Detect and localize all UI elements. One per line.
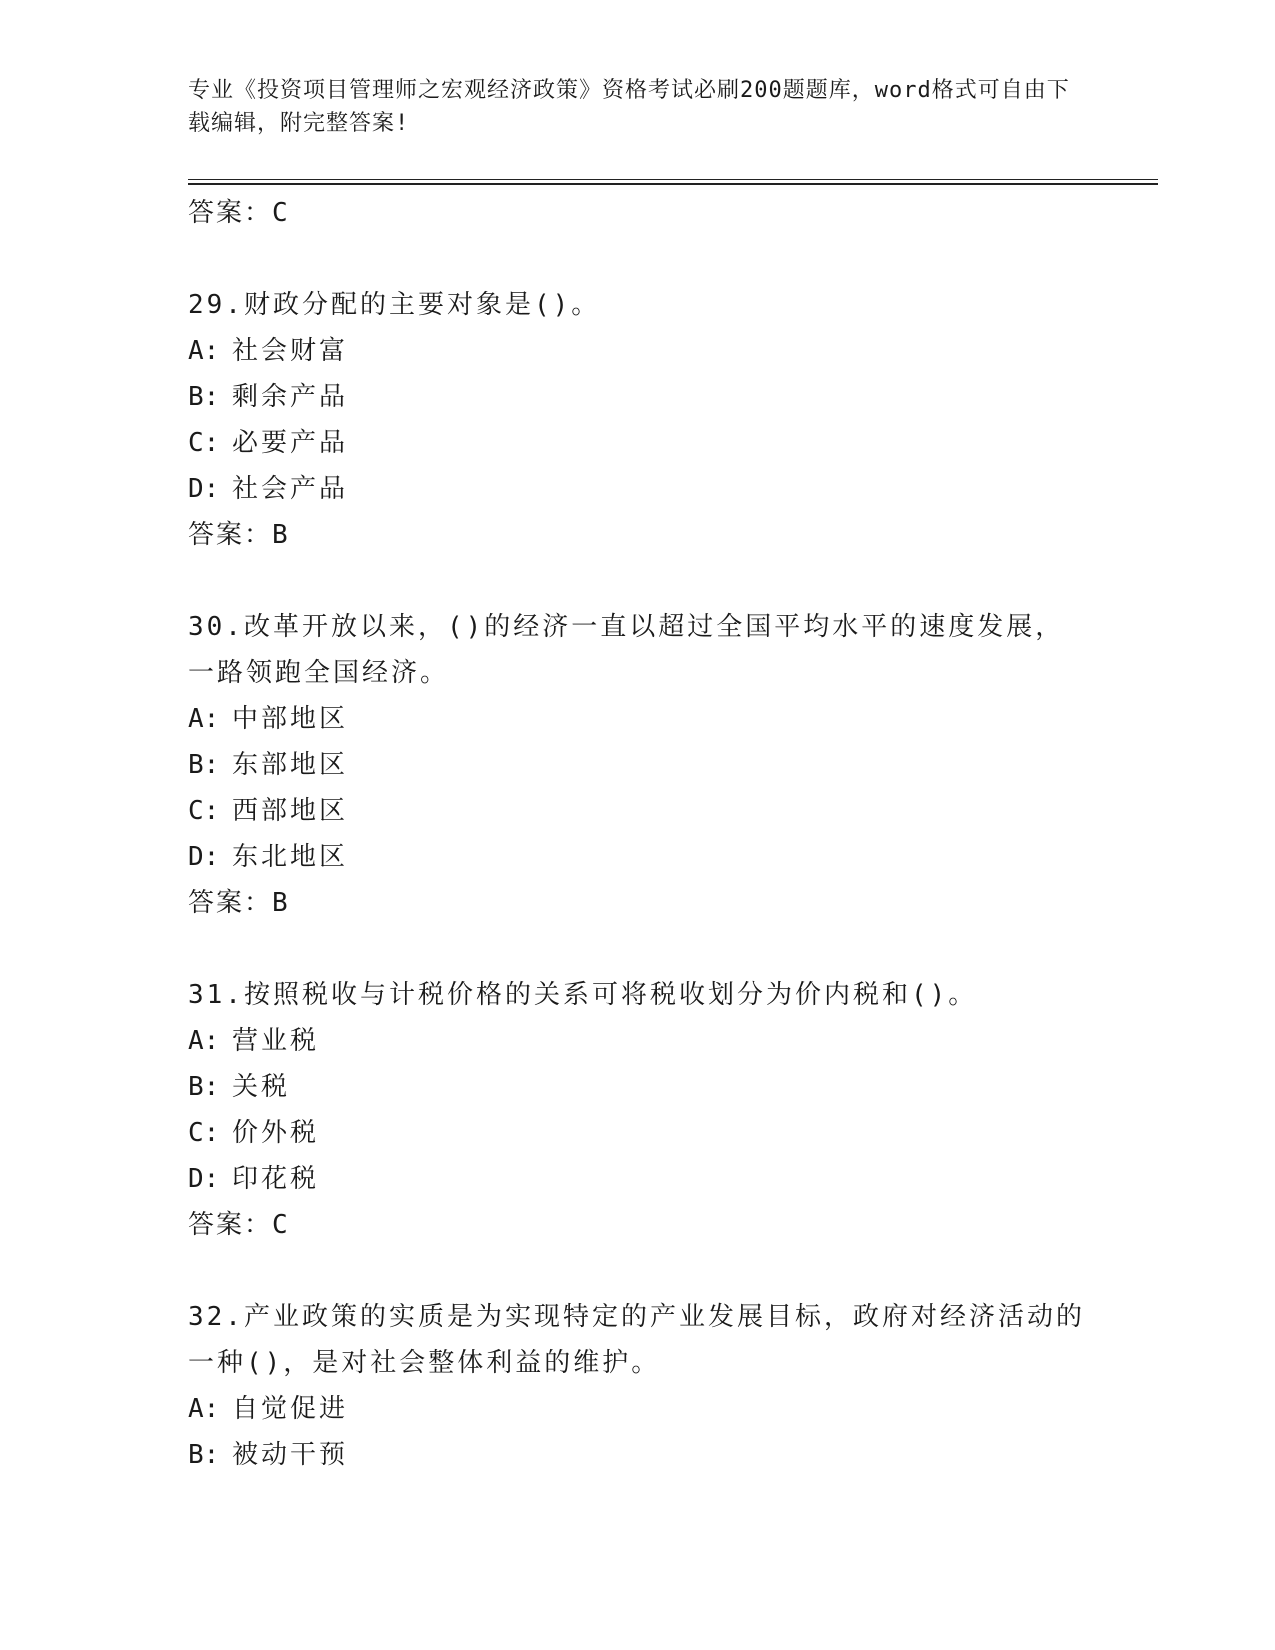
answer-line [188,880,1088,926]
answer-label: 答案： [188,888,273,918]
document-header [188,74,1088,140]
question-31 [188,972,1088,1248]
answer-label: 答案： [188,198,273,228]
answer-label: 答案： [188,520,273,550]
answer-value: C [272,1210,290,1240]
header-text: 专业《投资项目管理师之宏观经济政策》资格考试必刷200题题库，word格式可自由下载编辑，附完整答案! [188,78,1070,136]
option-letter: A: [188,336,220,366]
option-text: 自觉促进 [232,1394,349,1424]
option-letter: B: [188,1440,220,1470]
answer-line [188,1202,1088,1248]
option-c [188,1110,1088,1156]
option-text: 关税 [232,1072,291,1102]
answer-value: B [272,888,290,918]
option-letter: A: [188,1394,220,1424]
question-29 [188,282,1088,558]
option-letter: D: [188,1164,220,1194]
question-list [188,190,1088,1478]
option-b [188,374,1088,420]
question-stem: 32.产业政策的实质是为实现特定的产业发展目标，政府对经济活动的一种()，是对社会整体利益的维护。 [188,1302,1085,1378]
option-letter: D: [188,842,220,872]
answer-line [188,190,1088,236]
option-letter: A: [188,704,220,734]
option-letter: C: [188,428,220,458]
answer-value: B [272,520,290,550]
option-letter: C: [188,1118,220,1148]
option-text: 价外税 [232,1118,320,1148]
option-letter: A: [188,1026,220,1056]
option-text: 社会财富 [232,336,349,366]
question-stem: 29.财政分配的主要对象是()。 [188,290,601,320]
option-d [188,834,1088,880]
option-a [188,328,1088,374]
option-b [188,1064,1088,1110]
option-d [188,1156,1088,1202]
option-text: 印花税 [232,1164,320,1194]
option-text: 东北地区 [232,842,349,872]
answer-label: 答案： [188,1210,273,1240]
option-text: 东部地区 [232,750,349,780]
option-d [188,466,1088,512]
option-text: 被动干预 [232,1440,349,1470]
option-c [188,420,1088,466]
option-text: 剩余产品 [232,382,349,412]
option-letter: D: [188,474,220,504]
option-b [188,742,1088,788]
option-b [188,1432,1088,1478]
answer-value: C [272,198,290,228]
option-text: 中部地区 [232,704,349,734]
answer-line [188,512,1088,558]
option-text: 西部地区 [232,796,349,826]
option-text: 营业税 [232,1026,320,1056]
option-letter: C: [188,796,220,826]
question-stem: 31.按照税收与计税价格的关系可将税收划分为价内税和()。 [188,980,978,1010]
option-text: 社会产品 [232,474,349,504]
option-c [188,788,1088,834]
option-letter: B: [188,382,220,412]
question-stem: 30.改革开放以来，()的经济一直以超过全国平均水平的速度发展，一路领跑全国经济。 [188,612,1065,688]
option-a [188,1018,1088,1064]
option-letter: B: [188,1072,220,1102]
option-a [188,696,1088,742]
header-rule-thick [188,183,1158,185]
option-letter: B: [188,750,220,780]
option-text: 必要产品 [232,428,349,458]
option-a [188,1386,1088,1432]
question-30 [188,604,1088,926]
header-rule-thin [188,179,1158,180]
question-32 [188,1294,1088,1478]
